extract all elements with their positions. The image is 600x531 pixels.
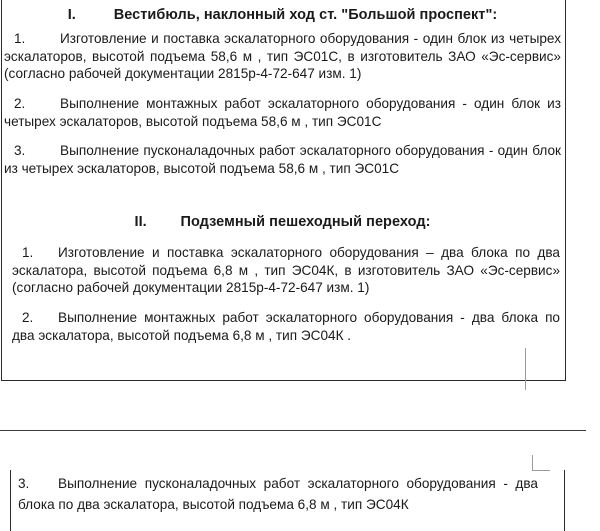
item-text: Выполнение монтажных работ эскалаторного оборудования - один блок из четырех эскалаторов, высотой подъема 58,6 м , тип ЭС01С — [4, 96, 561, 129]
item-text: Выполнение пусконаладочных работ эскалаторного оборудования - один блок из четырех эскалаторов, высотой подъема 58,6 м , тип ЭС01С — [4, 143, 561, 176]
item-number: 3. — [14, 143, 26, 158]
item-number: 2. — [22, 310, 34, 325]
item-text: Выполнение монтажных работ эскалаторного оборудования - два блока по два эскалатора, высотой подъема 6,8 м , тип ЭС04К . — [12, 310, 560, 343]
section-1-item-1 — [4, 30, 561, 83]
section-1-title: Вестибюль, наклонный ход ст. "Большой проспект": — [113, 7, 498, 23]
section-2-title: Подземный пешеходный переход: — [180, 214, 431, 230]
section-2-number: II. — [134, 214, 147, 230]
section-2-heading — [0, 214, 565, 230]
section-1-item-2 — [4, 95, 561, 130]
item-text: Изготовление и поставка эскалаторного оборудования - один блок из четырех эскалаторов, высотой подъема 58,6 м , тип ЭС01С, в изготовитель ЗАО «Эс-сервис» (согласно рабочей документации 2815р-4-72-647 изм. 1) — [4, 31, 561, 81]
section-1-item-3 — [4, 142, 561, 177]
item-number: 3. — [18, 476, 30, 491]
item-number: 1. — [14, 31, 26, 46]
item-text: Выполнение пусконаладочных работ эскалаторного оборудования - два блока по два эскалатора, высотой подъема 6,8 м , тип ЭС04К — [18, 476, 538, 512]
crop-mark — [525, 348, 526, 390]
page-break-line — [0, 430, 586, 431]
item-number: 2. — [14, 96, 26, 111]
section-2-item-2 — [12, 309, 560, 344]
item-number: 1. — [22, 245, 34, 260]
item-text: Изготовление и поставка эскалаторного оборудования – два блока по два эскалатора, высотой подъема 6,8 м , тип ЭС04К, в изготовитель ЗАО «Эс-сервис» (согласно рабочей документации 2815р-4-72-647 изм. 1) — [12, 245, 560, 295]
section-2-item-3 — [18, 473, 538, 515]
section-2-item-1 — [12, 244, 560, 297]
crop-mark — [532, 455, 533, 471]
section-1-heading — [0, 7, 565, 23]
section-1-number: I. — [67, 7, 76, 23]
